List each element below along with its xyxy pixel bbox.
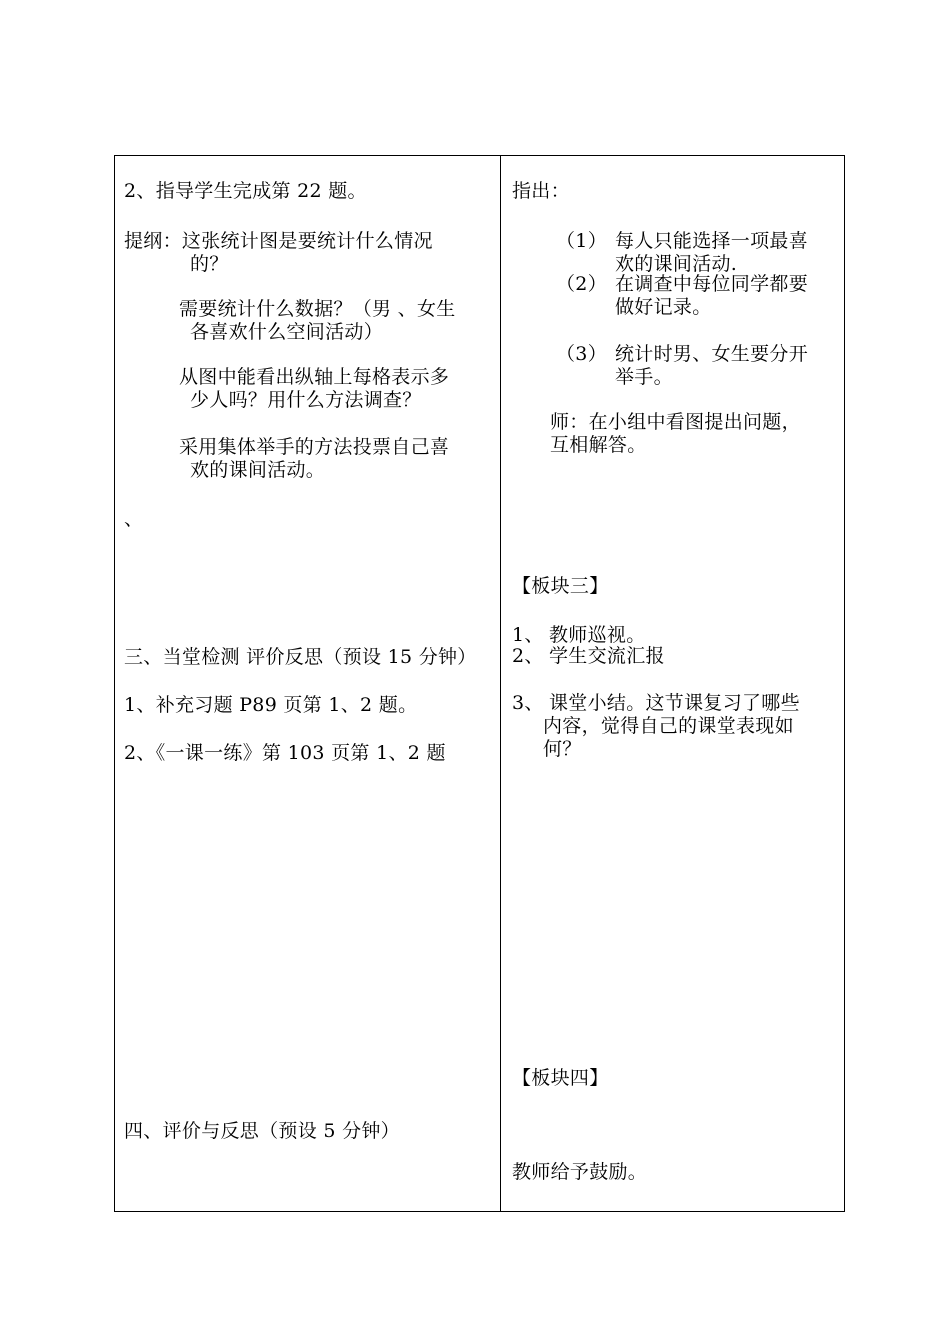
right-line-5: 做好记录。	[615, 296, 712, 318]
right-line-17: 教师给予鼓励。	[512, 1161, 648, 1183]
right-line-12: 学生交流汇报	[549, 645, 665, 667]
right-line-7: 举手。	[615, 366, 673, 388]
section-4-heading: 四、评价与反思（预设 5 分钟）	[124, 1120, 400, 1142]
left-line-5: 各喜欢什么空间活动）	[190, 321, 384, 343]
right-line-4: 在调查中每位同学都要	[615, 273, 809, 295]
column-divider	[500, 155, 501, 1212]
block-3-heading: 【板块三】	[512, 575, 609, 597]
left-line-7: 少人吗？用什么方法调查？	[190, 389, 422, 411]
right-num-5: 2、	[512, 645, 544, 667]
left-line-10: 、	[124, 508, 144, 530]
right-num-2: （2）	[556, 273, 607, 295]
right-line-14: 内容，觉得自己的课堂表现如	[543, 715, 794, 737]
right-num-1: （1）	[556, 230, 607, 252]
right-line-8: 师：在小组中看图提出问题，	[550, 411, 801, 433]
right-num-3: （3）	[556, 343, 607, 365]
right-num-6: 3、	[512, 692, 544, 714]
left-line-13: 2、《一课一练》第 103 页第 1、2 题	[124, 742, 446, 764]
left-line-2: 提纲：这张统计图是要统计什么情况	[124, 230, 433, 252]
right-line-3: 欢的课间活动.	[615, 253, 738, 275]
left-line-12: 1、补充习题 P89 页第 1、2 题。	[124, 694, 418, 716]
left-line-9: 欢的课间活动。	[190, 459, 326, 481]
block-4-heading: 【板块四】	[512, 1067, 609, 1089]
left-line-4: 需要统计什么数据？（男 、女生	[179, 298, 456, 320]
right-line-1: 指出：	[512, 180, 570, 202]
right-line-6: 统计时男、女生要分开	[615, 343, 809, 365]
right-line-11: 教师巡视。	[549, 624, 646, 646]
right-line-13: 课堂小结。这节课复习了哪些	[549, 692, 800, 714]
left-line-6: 从图中能看出纵轴上每格表示多	[179, 366, 450, 388]
right-line-15: 何？	[543, 738, 582, 760]
right-line-9: 互相解答。	[550, 434, 647, 456]
left-line-1: 2、指导学生完成第 22 题。	[124, 180, 367, 202]
right-line-2: 每人只能选择一项最喜	[615, 230, 809, 252]
left-line-8: 采用集体举手的方法投票自己喜	[179, 436, 450, 458]
right-num-4: 1、	[512, 624, 544, 646]
left-line-3: 的？	[190, 253, 229, 275]
section-3-heading: 三、当堂检测 评价反思（预设 15 分钟）	[124, 646, 477, 668]
